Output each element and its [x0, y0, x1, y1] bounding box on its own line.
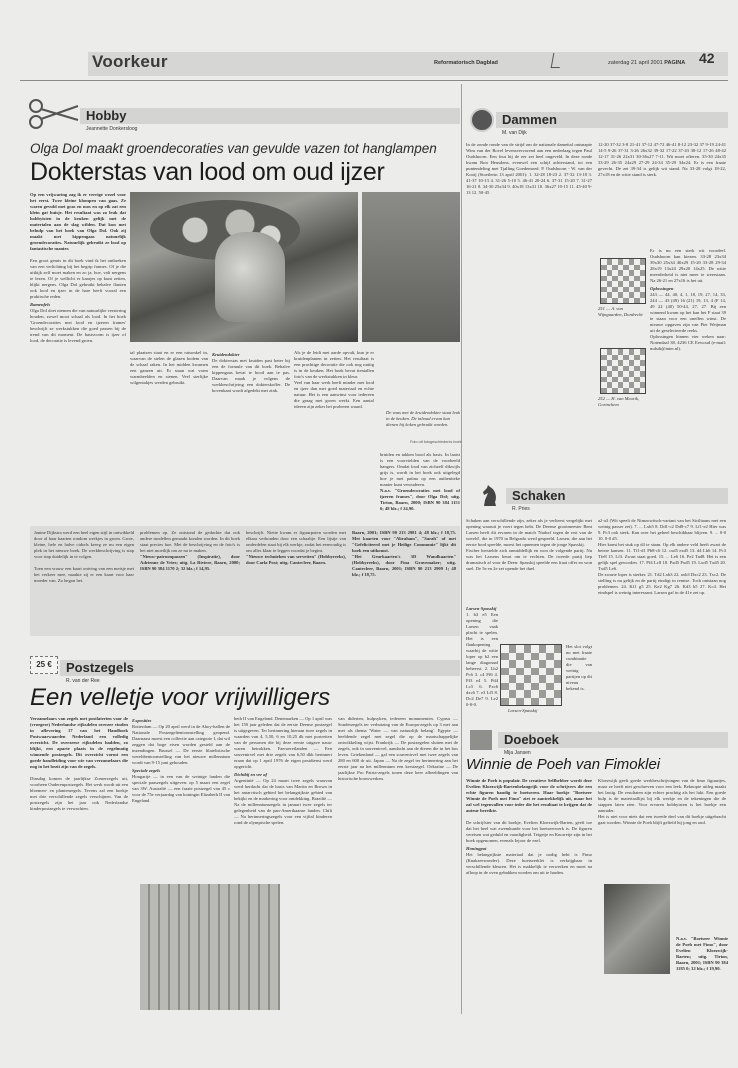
board-square [539, 690, 547, 698]
hobby-sub-1: Ramenfels [30, 302, 51, 307]
doeboek-body-2: Het belangrijkste materiaal dat je nodig hebt is Fimo (Knakzeewonder). Deze boetseerklei is verkrijgbaar in verschillende kleuren. Het is makkelijk te verwerken en moet na afloop in de oven gebakken worden om uit te harden. [466, 852, 592, 875]
doeboek-column-2 [598, 778, 726, 878]
hobby-body-6: Veel van haar werk heeft minder met lood en ijzer dan met goed materiaal en echte natuur. Het is een aanwinst voor iedereen die graag met groen werkt. Een aantal ideeen zijn zeker het proberen waard. [294, 380, 374, 409]
board-square [524, 675, 532, 683]
doeboek-body-1: De schrijfster van dit boekje, Evelien Kloezwijk-Barten, geeft toe dat het heel wat zwemkunde voor het boetseerwerk is. De figuren vereisen wat geduld en vaardigheid. Teigetje en Knorretje zijn in het boek opgenomen, evenals Iejoor de ezel. [466, 820, 592, 843]
board-square [554, 645, 562, 653]
doeboek-logo-icon [470, 730, 492, 750]
board-square [554, 698, 562, 706]
postzegels-col1b: Dinsdag komen de jaarlijkse Zomerzegels uit, voorheen Ouderenpostzegels. Het werk wordt uit een bloemen- en plantenregels. Tevens zal een boekje met drie verschillende zegels verschijnen. Van de postzegels zijn het jaar ook Nederlandse kinderpostzegels te verwachten. [30, 776, 128, 811]
hobby-box-col-3 [246, 530, 346, 632]
board-square [531, 698, 539, 706]
box-text-d2: "Het Geurkaarten's 3D Wandkaarten" (Hobbyreeks), door Fina Gravemaker; uitg. Cantecleer, Baarn, 2001; ISBN 90 213 2909 1; 48 blz.; f 18,75. [352, 554, 456, 577]
schaken-sub: Larsen-Spasskij [466, 606, 497, 611]
book-cover-image [604, 884, 670, 974]
board-square [509, 698, 517, 706]
doeboek-intro: Winnie de Poeh is populair. De creatieve Selfhebber wordt deze Evelien Kloezwijk-Bartenbelangrijk voor de schrijvers die een echte figuren handig te boetseren. Haar boekje "Boetseer Winnie de Poeh met Fimo" ziet er aantrekkelijk uit, maar het zal wel tegenvallen voor ieder die het resultaat te krijgen dat de auteur bereikte. [466, 778, 592, 813]
hobby-column-5 [380, 452, 460, 524]
board-square [509, 683, 517, 691]
schaken-column-1c [566, 644, 592, 714]
doeboek-title: Doeboek [504, 732, 559, 747]
board-square [501, 683, 509, 691]
postzegels-col2b: Hongarije — in een van de weinige landen die speciale paaszegels uitgeven: op 5 maart een zegel van 3W. Australië — een fraaie postzegel van 45 c voor de 75e verjaardag van koningin Elizabeth II van Engeland. [132, 774, 230, 803]
doeboek-col2b: Het is niet voor niets dat een tweede deel van dit boekje uitgebracht gaat worden. Winnie de Poeh blijft geliefd bij jong en oud. [598, 814, 726, 825]
photo-caption: De vaas met de kruidendokter staat leuk in de keuken. De inhoud ervan kan dienen bij koken gebruikt worden. [386, 410, 460, 427]
board-square [501, 668, 509, 676]
hobby-column-2 [130, 350, 208, 522]
flower-photo [130, 192, 358, 342]
dammen-fig-1-caption: 251 — A. van Wijngaarden, Dordrecht [598, 306, 643, 317]
postzegels-col4: van diderten, hulpsyken, iedereen monumenten. Cyprus — Sonderzegels ter verhuizing van de Europa-zegels op 3 mei aan met als thema 'Water — van natuurlijk belang'. Egypte — beeldende zegel met zegel die op de maatschappelijke ontwikkeling wijst. Frankrijk — De postzegelen sluiten met de zegels, ook in souvenirvel, aandacht aan de dieren die in het bos leven. Griekenland — gaf een souvenirvel met twee zegels van 280 en 600 dr uit. Japan — Na de zegel ter herinnering aan het eerste jaar na het millennium een kerstzegel. Oekraïne — De jaarlijkse Pro Patria-zegels tonen deze keer afbeeldingen van historische bouwwerken. [338, 716, 458, 781]
postzegels-intro: Verzamelaars van zegels met postlaterien voor de (vroegere) Nederlandse rijksdelen overzee vinden in aflevering 17 van het Handboek Postwaarwaarden Nederland een volledig overzicht. De overzeese rijksdelen hadden, zo blijkt, een aparte plaats in de regelmatig winnende postzegels. Dit overzicht vormt een goede handleiding voor wie van verzamelaars die nog in het bezit zijn van de zegels. [30, 716, 128, 769]
hobby-bookinfo: N.a.v. "Groendecoraties met lood of ijzeren frames", door Olga Dol; uitg. Tirion, Baarn, 2000; ISBN 90 384 1151 6; 48 blz.; f 24,90. [380, 488, 460, 511]
hobby-body-1: Een groot gemis in dit boek vind ik het ontbreken van een verlichting bij het begrip frames. Of je die uitkijk zelf moet maken en zo ja, hoe, valt nergens te lezen. Of je wellicht er kaarjes op kunt zetten, blijkt nergens. Olga Dol gebruikt behalve flanten ook lood en ijzer in de hare heeft vooral een praktische reden. [30, 258, 126, 299]
board-square [539, 698, 547, 706]
box-text-d: Baarn, 2001; ISBN 90 213 2981 4; 48 blz.; f 18,75. Met kaarten voor "Abraham", "Sarah" of met "Gefeliciteerd met je Heilige Communie" lijkt dit boek een uitkomst. [352, 530, 456, 553]
schaken-col2c: De zwarte loper is sterker. 21. Td2 Lxb3 22. axb3 Dxc2 23. Txc2. De stelling is nu gelijk en de partij eindigt in remise. Toch ontstaan nog problemen. 24. Kf1 g5 25. Ke2 Kg7 26. Kd3 h5 27. Kc4. Het eindspel is weinig interessant. Larsen gaf in de 41e zet op. [598, 572, 726, 595]
box-text-a: Janine Dijkstra werd een heel eigen stijl in ontwikkeld door al haar kaarten rondom werkjes in groen. Grote, kleine, hele en halve cirkels kreeg ze nu een eigen plek in het nieuwe boek. De werkbeschrijving is stap voor stap duidelijk in te volgen. [34, 530, 134, 559]
board-square [546, 683, 554, 691]
hobby-sub-2: Kruidendokter [212, 352, 240, 357]
postzegels-column-4 [338, 716, 458, 1016]
scissors-icon [28, 96, 80, 130]
board-square [516, 698, 524, 706]
board-square [516, 660, 524, 668]
hobby-box-col-1 [34, 530, 134, 632]
date-text: zaterdag 21 april 2001 [608, 60, 663, 66]
board-square [531, 683, 539, 691]
dammen-title: Dammen [502, 112, 557, 127]
board-square [524, 660, 532, 668]
board-square [640, 388, 646, 394]
board-square [509, 653, 517, 661]
doeboek-col2: Kloezwijk geeft goede werkbeschrijvingen van de fimo figuurtjes, maar ze heeft niet geschreven voor een leek. Beknopte uitleg maakt het lastig. De resultaten zijn echter prachtig als het lukt. Een goede hulp is de materiaallijst bij elk werkje en de tekeningen die de stappen laten zien. Voor ervaren hobbyisten is het boekje een aanrader. [598, 778, 726, 813]
board-square [524, 690, 532, 698]
hobby-kicker: Olga Dol maakt groendecoraties van gevulde vazen tot hanglampen [30, 141, 437, 156]
board-square [516, 668, 524, 676]
chess-knight-icon [480, 484, 500, 508]
page-date [608, 60, 685, 66]
hobby-band [80, 108, 460, 124]
board-square [539, 683, 547, 691]
dammen-col2: 12-20 37-32 3-8 21-41 37-12 47-72 46-41 8-12 23-32 37 9-19 24-41 14-5 9-26 37-31 3-26 26x32 39-32 17-22 37-43 38-12 17-26 48-42 12-17 31-26 22x31 30-36x27 7-11. Wit moet offeren. 35-30 24x35 33-29 26-35 24x29 27-29 24-34 35-29 34x24. Er is een fraaie gevecht. De zet 39-34 is gelijk wit stand. Na 33-28 volgt 18-22, 27x18 en de witte stand is sterk. [598, 142, 726, 177]
board-square [509, 645, 517, 653]
board-square [501, 690, 509, 698]
stamp-sheet-image [140, 884, 280, 1010]
board-square [524, 668, 532, 676]
board-square [546, 660, 554, 668]
board-square [539, 645, 547, 653]
hobby-body-2: Olga Dol doet niemen die van natuurlijke versiering houden, zowel mooi schaal als lood. In het boek 'Groendecoraties met lood en ijzeren frames' beschrijft ze werkstukken die goed passen bij de trend van dit moment. De basisvorm is ijzer of lood, de decoratie is levend groen. [30, 308, 126, 343]
board-square [516, 690, 524, 698]
board-square [546, 668, 554, 676]
board-square [640, 298, 646, 304]
postzegels-sub-2: Speciale zegels [132, 768, 161, 773]
dammen-byline: M. van Dijk [502, 130, 527, 136]
photo-credit: Foto uit fotogeschiedenis boek [410, 440, 462, 444]
hobby-headline: Dokterstas van lood om oud ijzer [30, 158, 385, 186]
board-square [509, 668, 517, 676]
dammen-col1: In de zonde ronde van de strijd om de nationale dameital ontsnapte Wim van der Rovel levensvervorend aan een nederlaag tegen Paul Oudshoorn. Een fout bij de eer zet heel ongeveld. In deze ronde kwam Ron Heusdens, evenwel een schijf achterstand, tot een puntendeling met Tjalling Goedemoed. P. Oudshoorn - W. van der Kooij (Stoetlerin 13 april 2001): 1. 32-28 18-23 2. 37-32 13-18 3. 41-37 10-13 4. 31-26 5-10 5. 46-41 20-24 6. 37-31 15-20 7. 31-27 16-21 8. 34-30 25x34 9. 40x18 13x31 10. 36x27 10-15 11. 45-40 9-13 12. 50-45 [466, 142, 592, 195]
hobby-body-4: De dokterstas met kruiden past beter bij een de formule van dit boek. Behalve kippengaas bevat ie bood aan te pas. Daarvan maak je volgens de werkbeschrijving een dokterskoffer. De bovenkant wordt afgedekt met zink. [212, 358, 290, 393]
board-square [501, 645, 509, 653]
hobby-intro: Op een vrijwaring zag ik er verrige wezel voor het eerst. Twee kleine klompen van gaas. Ze waren gevuld met gras en mos en op elk zat een klein gat huisje. Het resultaat was zo leuk dat hobbyisten in de keuken gelijk met de materialen aan de slag wilden. Dat kon met behulp van het boek van Olga Dol. Ook zij maakt met kippengaas natuurlijk groendecoraties. Natuurlijk gebruikt ze lood op fantastische manier. [30, 192, 126, 251]
board-square [524, 683, 532, 691]
schaken-title: Schaken [512, 488, 566, 503]
board-square [554, 675, 562, 683]
dammen-sub: Oplossingen [650, 286, 674, 291]
photo-side [362, 192, 460, 342]
board-square [501, 653, 509, 661]
schaken-byline: R. Pries [512, 506, 530, 512]
hobby-body-3: tal plaatsen staat en er een ratsonkel in, waarvan de stelen de glazen bodem van de schaal raken. In het midden kwamen een ganzen uit. Er staan wat vorm warmbeelden en stenen. Veel sierlijke wilgentakjes werden gebruikt. [130, 350, 208, 385]
board-square [516, 675, 524, 683]
dammen-col2c: 243 — 44, 40, 4, 1, 18, 19, 27, 14, 33, 244 — 43 (49) 16 (21) 19, 13, 4 (F 14, 49 22 (40) 50-44, 27, 27. Bij een winnend kwam op het kan het F staat 39 te staan voor een oneffen winst. De nieuwe opgaven zijn van Piet Weijman uit de geselecteerde reeks. [650, 292, 726, 333]
board-square [524, 645, 532, 653]
board-square [554, 653, 562, 661]
chess-board [500, 644, 562, 706]
postzegels-title: Postzegels [66, 660, 134, 675]
hobby-title: Hobby [86, 108, 127, 123]
board-square [531, 668, 539, 676]
doeboek-column-1 [466, 778, 592, 1014]
hobby-column-1 [30, 192, 126, 522]
board-square [509, 675, 517, 683]
board-square [546, 675, 554, 683]
board-square [516, 653, 524, 661]
doeboek-headline: Winnie de Poeh van Fimoklei [466, 756, 661, 773]
schaken-col1c: 1. b3 e5 Een opening die Larsen vaak placht te spelen. Het is een flankopening waarbij de witte loper op b2 een lange diagonaal beheerst. 2. Lb2 Pc6 3. c4 Pf6 4. Pf3 e4 5. Pd4 Lc5 6. Pxc6 dxc6 7. e3 Lf5 8. Dc2 De7 9. Le2 0-0-0. [466, 612, 498, 707]
postzegels-column-2 [132, 716, 230, 876]
box-text-b2: "Nieuw-patroonpassen" (Inspiratie), door Adrienne de Vries; uitg. La Riviere, Baarn, 2000; ISBN 90 384 1170 2; 32 blz.; f 14,95. [140, 554, 240, 571]
board-square [531, 645, 539, 653]
paper-name: Reformatorisch Dagblad [434, 60, 498, 66]
board-square [516, 645, 524, 653]
board-square [531, 660, 539, 668]
board-square [546, 698, 554, 706]
hobby-body-5: Als je de leidt met aarde opvult, kun je er kruidenplanten in zetten. Het resultaat is een prachtige decoratie die ook nog nuttig is in de keuken. Het boek bevat tientallen foto's van de werkstukken in kleur. [294, 350, 374, 379]
schaken-col1: Schaken aan verschillende zijn, zeker als je verlieest vergelijkt met opening waaruit je voert tegen hebt. De Deense grootmeester Bent Larsen heeft dit ervaren in de match 'Nadorf tegen de rest van de wereld', die in 1970 in Belgrado werd gespeeld. Larsen, die aan het eerste bord speelde, moest het opnemen tegen de jonge Spasskij. [466, 518, 592, 547]
board-square [539, 653, 547, 661]
draughts-piece-icon [470, 108, 494, 132]
board-square [554, 660, 562, 668]
postzegels-col3: beth II van Engeland. Denemarken — Op 1 april was het 150 jaar geleden dat de eerste Deense postzegel is uitgegeven. Ter herinnering hieraan twee zegels in waarden van 4, 5,50, 6 en 10,25 dk met portretten van de personen die bij deze eerste uitgave nauw waren betrokken. Faeroereilanden — Een souvenirvel met drie zegels van 6,50 dkk herinnert eraan dat op 1 april 1976 de eigen postdienst werd opgericht. [234, 716, 332, 769]
hobby-box-col-4 [352, 530, 456, 632]
page-label: PAGINA [664, 60, 686, 66]
board-square [554, 690, 562, 698]
hobby-column-4 [294, 350, 374, 522]
postzegels-sub-3: Dichtbij en ver af [234, 772, 268, 777]
board-square [501, 698, 509, 706]
board-square [531, 690, 539, 698]
column-divider [461, 84, 462, 1014]
vase-shape [215, 232, 285, 322]
chess-fig-caption: Larsen-Spasskij [508, 708, 538, 713]
box-text-c2: "Nieuwe technieken van servetten" (Hobbyreeks), door Carla Post; uitg. Cantecleer, Baarn. [246, 554, 346, 565]
doeboek-byline: Mija Jansen [504, 750, 531, 756]
postzegels-headline: Een velletje voor vrijwilligers [30, 684, 331, 711]
stamp-icon: 25 € [30, 656, 58, 674]
board-square [501, 660, 509, 668]
board-square [539, 660, 547, 668]
board-square [524, 653, 532, 661]
postzegels-col3b: Argentinië — Op 24 maart twee zegels waarvan werd herdacht dat de basis van Martin en Brown in het antarctisch gebied het belangrijkste gebied van bekijkt en de markering voor ontdekking. Brazilië — Na de millenniumzegels in januari twee zegels ter gelegenheid van de pan-Amerikaanse landen. Chili — Na herinneringszegels voor een vijftal kinderen rond de olympische spelen. [234, 778, 332, 825]
schaken-col2b: Hier komt het stuk op d4 te staan. Op elk andere veld heeft zwart de betere kansen. 11. Tf1-d1 Pb8-c6 12. cxd5 exd5 13. d4 Lb6 14. Pc3 Tfe8 15. Lf3. Zwart staat goed. 15. ... Le6 16. Pe2 Tad8. Het is een gelijk spel geworden. 17. Pf4 Lc8 18. Pxd5 Pxd5 19. Lxd5 Txd5 20. Txd5 Le6. [598, 542, 726, 571]
header-rule [20, 80, 728, 81]
board-square [539, 675, 547, 683]
schaken-column-1b [466, 604, 498, 714]
section-title: Voorkeur [92, 52, 168, 71]
board-square [509, 660, 517, 668]
box-text-c: beschrijft. Niette kwam er figuurpoten worden met elkaar verbonden door een schaaltje. Een lijstje van onderdelen staat bij elk werkje, zodat het eenvoudig is om alles klaar te leggen voordat je begint. [246, 530, 346, 553]
hobby-body-7: bruiden en takken bood als basis. In laatst is een voorvielden van de voorbeeld hangers. Omdat lood van zichzelf dikwijls grijs is, wordt in het boek ook uitgelegd hoe je met patina op een authentieke manier kunt verouderen. [380, 452, 460, 487]
postzegels-column-3 [234, 716, 332, 896]
board-square [501, 675, 509, 683]
postzegels-sub-1: Exposities [132, 718, 152, 723]
board-square [516, 683, 524, 691]
box-text-b: problemen op. Ze ontstond de gedachte dat ook andere modellen gemaakt konden worden. In dit boek staat precies hoe. Met de beschrijving en de foto's is het niet moeilijk om ze na te maken. [140, 530, 240, 553]
dammen-column-2 [598, 142, 726, 242]
board-square [531, 675, 539, 683]
dammen-col2d: Oplossingen binnen vier weken naar: Notendaal 38, 4236 CE Eewoud (e-mail: mdsdi@inter.nl). [650, 334, 726, 351]
dammen-column-1 [466, 142, 592, 472]
postzegels-byline: R. van der Ree [66, 678, 100, 684]
board-square [539, 668, 547, 676]
postzegels-col2: Rotterdam — Op 20 april werd in de Ahoy-hallen de Nationale Postzegeltentoonstelling geopend. Daarnaast moest een collectie aan categorie I, dat wil zeggen dat hoge eisen worden gesteld aan de inzendingen. Brussel — De eerste filatelistische wereldtentoonstelling van het nieuwe millennium wordt van 9-15 juni gehouden. [132, 724, 230, 765]
schaken-col1d: Het slot volgt nu met fraaie combinatie die van weinig partijen op dit niveau bekend is. [566, 644, 592, 691]
dammen-fig-2-caption: 252 — H. van Meurik, Gorinchem [598, 396, 640, 407]
board-square [524, 698, 532, 706]
board-square [509, 690, 517, 698]
board-square [554, 668, 562, 676]
dammen-board-1 [600, 258, 646, 304]
dammen-col2b: Er is nu een sterk wit voordeel. Oudshoorn kan kiezen. 33-28 23x34 39x30 25x34 40x29 15-20 33-28 29-34 28x19 13x24 29x20 14x25. De witte meerderheid is niet meer te weerstaan. Na 26-21 en 27x16 is het uit. [650, 248, 726, 283]
doeboek-sub: Honingpot [466, 846, 487, 851]
dammen-column-3 [650, 248, 726, 438]
board-square [546, 645, 554, 653]
doeboek-bookinfo: N.a.v. "Boetseer Winnie de Poeh met Fimo", door Evelien Kloezwijk-Barten; uitg. Tirion, Baarn, 2001; ISBN 90 384 1185 0; 32 blz.; f 19,90. [676, 936, 728, 971]
hobby-box-col-2 [140, 530, 240, 632]
schaken-col1b: Fischer herstelde zich onmiddellijk en won de volgende partij. Nu was het Larsens beurt om te vechten. De tweede partij liep dramatisch af voor de Deen: Spasskij speelde een fraai offer en won snel. De 5e en 2e zet opende het duel. [466, 548, 592, 571]
box-text-a2: Toen een vrouw een kaart ontving van een meisje met het verkeer mee, maakte zij er een kaart voor haar moeder van. Zo begon het. [34, 566, 134, 583]
schaken-column-2 [598, 518, 726, 716]
board-square [554, 683, 562, 691]
board-square [546, 690, 554, 698]
board-square [531, 653, 539, 661]
schaken-col2: a2-a3 (Wit speelt de Nimzowitsch-variant van het Siciliaans met een weinig passer zet). 7. ... Lxb5 8. Dd1-c2 Dd8-c7 9. Lf1-e2 Hier was 9. Pc3 ook sterk. Kan over het geheel beschikbaar blijven. 9. ... 0-0 10. 0-0 d5. [598, 518, 726, 541]
hobby-byline: Jeannette Donkersloog [86, 126, 138, 132]
page-number: 42 [699, 50, 715, 66]
dammen-board-2 [600, 348, 646, 394]
board-square [546, 653, 554, 661]
postzegels-column-1 [30, 716, 128, 1016]
hobby-column-3 [212, 350, 290, 522]
doeboek-bookinfo-box [676, 936, 728, 1000]
